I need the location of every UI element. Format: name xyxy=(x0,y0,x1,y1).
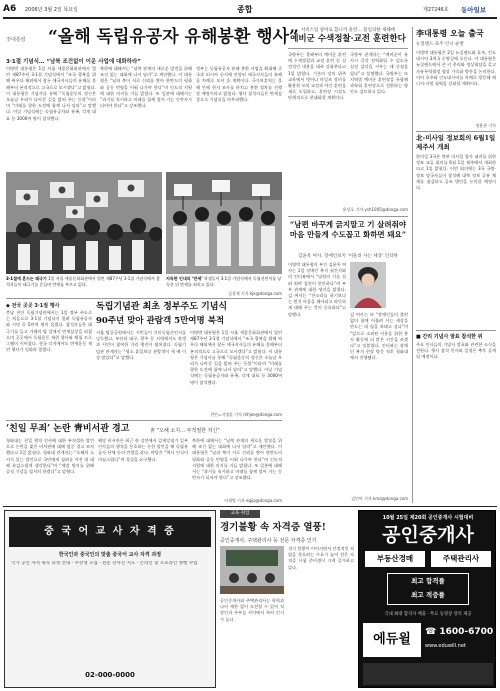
lead-kicker: 3·1절 기념식… “남북 조건없이 이운 사업에 대화하라” xyxy=(6,59,141,65)
sidebar-body-3: 주요 인사들의 기념사 발표와 관련한 소식을 전한다. 행사 참석 인사와 일정은 추후 공개될 예정이다. xyxy=(416,342,496,360)
center-advertorial xyxy=(220,510,354,688)
military-headline: 예비군 수색정찰·교전 훈련한다 xyxy=(290,34,406,44)
interview-portrait xyxy=(350,262,386,308)
right-ad-title: 공인중개사 xyxy=(382,524,474,546)
third-body: 청와대는 친일 행적 인사에 대한 부적절한 발언으로 논란을 빚은 비서관에 대해 엄중 경고 조치했다고 1일 밝혔다. 청와대 관계자는 “오해의 소지가 있는 발언으로 국민에게 심려를 끼친 데 대해 유감스럽게 생각한다”며 “재발 방지를 위해 공직 기강을 철저히 하겠다”고 말했다. xyxy=(6,438,94,475)
divider xyxy=(288,48,408,49)
right-caption-title: 지독한 인내의 ‘만세’ xyxy=(166,276,203,281)
sidebar-title-2: 北-미사일 정보회의 6월1일 제주서 개최 xyxy=(416,134,496,151)
lead-photo-left-caption xyxy=(6,276,162,290)
interview-byline: 김민아 기자 kma@donga.com xyxy=(351,496,408,501)
sidebar-title-3: ■ 간리 기념사 발표 참석한 위 xyxy=(416,334,483,340)
badge-hit-rate: 최고 적중률 xyxy=(411,591,445,599)
right-ad-date: 10월 25일 제20회 공인중개사 시험대비 xyxy=(382,515,474,521)
paper-logo: 동아일보 xyxy=(461,6,487,14)
second-tag: ◆ 전국 곳곳 3·1절 행사 xyxy=(6,303,60,309)
center-ad-body: 경기 불황이 이어지면서 안정적인 직업을 찾으려는 수요가 늘어 전문 자격증 시험 준비생이 크게 증가하고 있다. xyxy=(288,546,354,570)
ad-section-rule xyxy=(3,506,497,507)
military-body: 국방부는 올해부터 예비군 훈련에 수색정찰과 교전 훈련 등 실전적인 내용을 대폭 강화한다고 1일 밝혔다. 기존의 강의 위주 교육에서 벗어나 마일즈 장비를 활용한 모의 교전과 야간 훈련을 새로 도입하고, 훈련장 시설도 단계적으로 현대화할 계획이다. xyxy=(288,52,346,101)
masthead-rule xyxy=(3,17,497,19)
crowd-flag-illustration xyxy=(6,172,162,274)
photo-credit: 김경제 기자 kjk@donga.com xyxy=(228,291,282,296)
center-ad-body-2: 공인중개사와 주택관리사는 학력과 나이 제한 없이 도전할 수 있어 직장인과 주부들 사이에서 특히 인기가 높다. xyxy=(220,598,284,622)
third-subhead: 靑 “오해 소지… 부적절한 처신” xyxy=(150,428,220,434)
brand-logo[interactable]: 에듀윌 xyxy=(363,623,421,657)
interview-subhead: 김윤옥 여사, 장애인보지 ‘어울려 사는 세상’ 인터뷰 xyxy=(298,254,398,259)
portrait-illustration xyxy=(350,262,386,308)
right-ad-url[interactable]: www.eduwill.net xyxy=(425,643,466,649)
third-body-2: 해당 비서관은 최근 한 강연에서 일제강점기 일부 인사들의 행적을 옹호하는 듯한 발언을 해 독립유공자 단체 등의 반발을 샀다. 야당은 “역사 인식이 의심스럽다”며 경질을 요구했다. xyxy=(98,438,188,462)
lead-photo-right-caption xyxy=(166,276,282,290)
left-ad-body: 국가 공인 자격 취득 과정 안내 · 수강생 모집 · 전문 강사진 지도 · 온라인 및 오프라인 병행 수업 xyxy=(11,561,198,566)
sidebar-byline: 정용관 기자 xyxy=(475,123,496,128)
third-headline: ‘친일 무죄’ 논란 靑비서관 경고 xyxy=(6,424,130,434)
classroom-illustration xyxy=(220,546,284,594)
lead-tag: 李대통령 xyxy=(6,37,26,43)
military-body-2: 국방부 관계자는 “예비군이 유사시 즉각 전력화될 수 있도록 실전 감각을 키우는 데 중점을 뒀다”고 설명했다. 국방부는 또 지역별 예비군 훈련장을 통합해 과학화 훈련장으로 전환하는 방안도 검토하고 있다. xyxy=(350,52,408,95)
right-ad-badges xyxy=(387,573,469,605)
lead-body-right: 정부는 독립유공자 유해 봉환 사업을 확대해 중국과 러시아 등지에 안장된 애국지사들의 유해를 차례로 모셔 올 계획이다. 국가보훈처는 올해 안에 현지 조사를 마치고 봉환 절차를 진행할 예정이라고 밝혔다. 행사 참석자들은 만세삼창으로 기념식을 마무리했다. xyxy=(196,66,282,103)
right-ad-small: 국내 최대 합격자 배출 · 무료 동영상 강의 제공 xyxy=(384,612,472,617)
divider xyxy=(6,298,282,299)
section-name: 종합 xyxy=(237,5,253,14)
left-ad-line: 한국인과 중국인의 맞춤 중국어 교사 자격 과정 xyxy=(58,552,162,558)
divider xyxy=(288,216,408,217)
divider xyxy=(6,420,282,421)
lead-headline: “올해 독립유공자 유해봉환 행사” xyxy=(48,27,299,47)
lead-photo-left xyxy=(6,172,162,274)
second-body-3: 이명박 대통령은 1일 서울 세종문화회관에서 열린 제87주년 3·1절 기념식에서 “조국 광복을 위해 싸우다 해외에서 잠든 애국지사들의 유해를 올해부터 본격적으로 고국으로 모시겠다”고 밝혔다. 이 대통령은 기념사를 통해 “독립운동의 정신은 오늘날 우리가 나아갈 길을 밝혀 주는 등불”이라며 “미래를 향한 도전에 함께 나서 달라”고 말했다. 이날 기념식에는 독립유공자와 유족, 각계 대표 등 3000여 명이 참석했다. xyxy=(190,330,282,385)
column-rule xyxy=(412,27,413,503)
left-caption-text: 1일 서울 세종문화회관에서 열린 제87주년 3·1절 기념식에서 참석자들이 태극기를 흔들며 만세를 부르고 있다. xyxy=(6,276,160,287)
right-ad-footer xyxy=(363,663,493,685)
right-advertisement[interactable] xyxy=(358,510,496,688)
interview-body-2: 김 여사는 또 “장애인들이 불편 없이 함께 어울려 사는 세상을 만드는 데 힘을 보태고 싶다”며 “앞으로 소외된 이웃을 위한 봉사 활동에 더 많은 시간을 쓰겠다”고 덧붙였다. 인터뷰는 장애인 복지 현장 방문 직후 청와대에서 진행됐다. xyxy=(350,312,408,361)
right-caption-text: 학생들이 3·1절 기념식에서 독립선언서를 낭독한 뒤 만세를 외치고 있다. xyxy=(166,276,282,287)
second-body-2: 서울 탑골공원에서는 시민들이 기미독립선언서를 낭독했고, 부산과 대구, 광주 등 지역에서도 학생과 시민이 참여한 거리 행진이 펼쳐졌다. 독립기념관 관계자는 “평소 휴일보다 관람객이 세 배 이상 많았다”고 말했다. xyxy=(96,330,186,360)
interview-body: 이명박 대통령의 부인 김윤옥 여사는 1일 장애인 복지 월간지와의 인터뷰에서 “남편의 기를 살려 줘야 집안이 편안하다”며 부부 관계에 대한 생각을 밝혔다. 김 여사는 “잔소리를 하기보다는 먼저 마음을 헤아리고 따뜻하게 대해 주는 것이 중요하다”고 말했다. xyxy=(288,262,346,317)
sidebar-subtitle: 뉴질랜드·호주·인니 순방 xyxy=(416,42,464,47)
military-kicker: 서비스업 참여로 합니까 훈련… 불임의한 새해에 xyxy=(300,28,396,33)
lead-body: 이명박 대통령은 1일 서울 세종문화회관에서 열린 제87주년 3·1절 기념식에서 “조국 광복을 위해 싸우다 해외에서 잠든 애국지사들의 유해를 올해부터 본격적으로 고국으로 모시겠다”고 밝혔다. 이 대통령은 기념사를 통해 “독립운동의 정신은 오늘날 우리가 나아갈 길을 밝혀 주는 등불”이라며 “미래를 향한 도전에 함께 나서 달라”고 말했다. 이날 기념식에는 독립유공자와 유족, 각계 대표 등 3000여 명이 참석했다. xyxy=(6,66,96,121)
right-ad-phone[interactable] xyxy=(425,627,495,637)
lead-body-mid: 북한에 대해서는 “남북 관계의 새로운 발전을 위해 조건 없는 대화에 나서 달라”고 제안했다. 이 대통령은 “남과 북이 서로 신뢰를 쌓아 한반도의 평화와 공동 번영을 이뤄 나가야 한다”며 인도적 지원에 대한 의지를 거듭 밝혔다. 또 일본에 대해서는 “과거를 직시하고 미래를 함께 열어 가는 동반자가 되어야 한다”고 강조했다. xyxy=(100,66,192,109)
left-ad-phone[interactable]: 02-000-0000 xyxy=(85,671,135,679)
left-advertisement[interactable] xyxy=(4,510,216,688)
sidebar-body-2: 한미일 3국은 북한 미사일 발사 대비를 위한 정보 교류 회의를 6월 1일 제주에서 개최한다고 1일 밝혔다. 이번 회의에는 3국 국방·정보 당국자들이 참석해 대북 정보 공유 체계를 점검하고 공조 방안을 논의할 예정이다. xyxy=(416,154,496,191)
divider xyxy=(416,330,496,331)
phone-icon: ☎ xyxy=(425,627,437,637)
right-ad-sub-1: 부동산경매 xyxy=(365,551,425,567)
center-ad-photo xyxy=(220,546,284,594)
students-flag-illustration xyxy=(166,172,282,274)
badge-pass-rate: 최고 합격률 xyxy=(411,577,445,585)
divider xyxy=(416,131,496,132)
third-byline: 이재명 기자 egija@donga.com xyxy=(224,498,282,503)
right-ad-phone-number: 1600-6700 xyxy=(439,627,494,637)
left-caption-title: 3·1절에 흔드는 태극기 xyxy=(6,276,47,281)
center-ad-subtitle: 공인중개사, 주택관리사 등 전문 자격증 인기 xyxy=(220,538,317,544)
second-subhead: 90주년 맞아 관람객 5만여명 북적 xyxy=(96,316,225,326)
issue-date: 2006년 3월 2일 목요일 xyxy=(25,7,78,13)
left-ad-banner: 중 국 어 교 사 자 격 증 xyxy=(9,517,211,547)
interview-headline: “남편 바꾸게 긁지말고 기 살려줘야 마음 만들게 수도꼽고 화하면 돼요” xyxy=(289,220,407,239)
military-byline: 윤상호 기자 ysh1005@donga.com xyxy=(342,207,408,212)
right-ad-sub-2: 주택관리사 xyxy=(431,551,491,567)
second-headline: 독립기념관 최초 정부주도 기념식 xyxy=(96,302,228,312)
second-byline: 천안=지명훈 기자 mhjee@donga.com xyxy=(210,412,282,417)
edition-number: 제27246호 xyxy=(423,7,449,13)
page-number: A6 xyxy=(3,4,17,14)
sidebar-title: 李대통령 오늘 출국 xyxy=(416,28,484,38)
sidebar-body: 이명박 대통령은 2일 뉴질랜드와 호주, 인도네시아 3개국 순방길에 오른다. 이 대통령은 뉴질랜드에서 존 키 총리와 정상회담을 갖고 자유무역협정 협상 가속화 방안을 논의한다. 이어 호주와 인도네시아를 차례로 방문해 에너지·자원 협력을 강화할 계획이다. xyxy=(416,50,496,87)
third-body-3: 북한에 대해서는 “남북 관계의 새로운 발전을 위해 조건 없는 대화에 나서 달라”고 제안했다. 이 대통령은 “남과 북이 서로 신뢰를 쌓아 한반도의 평화와 공동 번영을 이뤄 나가야 한다”며 인도적 지원에 대한 의지를 거듭 밝혔다. 또 일본에 대해서는 “과거를 직시하고 미래를 함께 열어 가는 동반자가 되어야 한다”고 강조했다. xyxy=(192,438,282,481)
second-body: 충남 천안 독립기념관에서는 1일 정부 주도로는 처음으로 3·1절 기념식이 열려 독립유공자와 시민 등 5만여 명이 몰렸다. 참석자들은 태극기를 들고 겨레의 탑 앞에서 만세삼창을 외쳤으며 곳곳에서 독립운동 재현 행사와 체험 프로그램이 이어졌다. 전국 각지에서도 만세운동 재연 행사가 잇따라 열렸다. xyxy=(6,310,92,353)
center-ad-title: 경기불황 속 자격증 열풍! xyxy=(220,522,326,533)
center-ad-tag: 교육·취업 xyxy=(220,510,260,518)
masthead xyxy=(3,4,497,18)
lead-photo-right xyxy=(166,172,282,274)
